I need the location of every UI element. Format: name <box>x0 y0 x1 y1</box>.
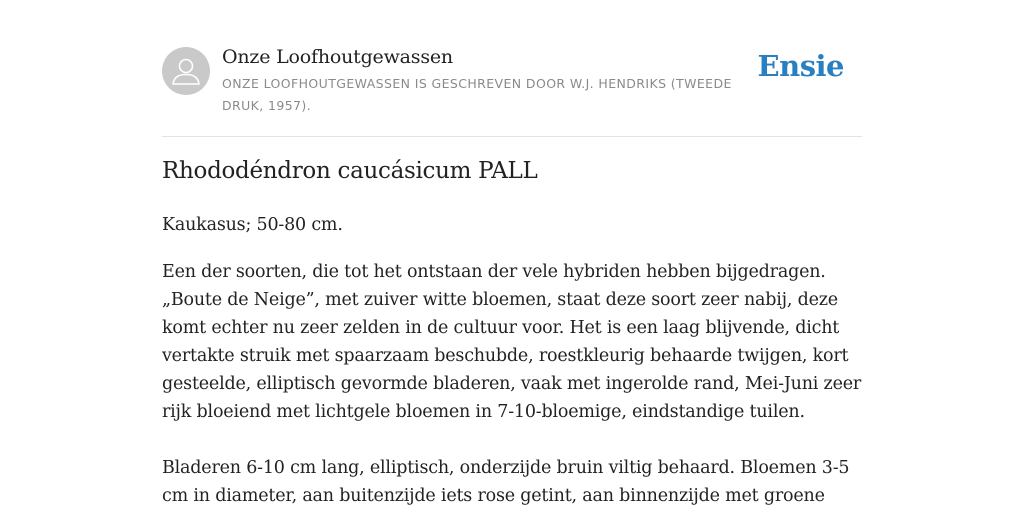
avatar[interactable] <box>162 47 210 95</box>
entry-title: Rhododéndron caucásicum PALL <box>162 158 538 184</box>
entry-paragraph: Bladeren 6-10 cm lang, elliptisch, onderzijde bruin viltig behaard. Bloemen 3-5 cm in diameter, aan buitenzijde iets rose getint, aan binnenzijde met groene <box>162 458 850 506</box>
book-title[interactable]: Onze Loofhoutgewassen <box>222 46 453 68</box>
ensie-logo[interactable]: Ensie <box>757 49 844 83</box>
book-description: ONZE LOOFHOUTGEWASSEN IS GESCHREVEN DOOR W.J. HENDRIKS (TWEEDE DRUK, 1957). <box>222 76 732 113</box>
entry-paragraph: Een der soorten, die tot het ontstaan der vele hybriden hebben bijgedragen. „Boute de Neige”, met zuiver witte bloemen, staat deze soort zeer nabij, deze komt echter nu zeer zelden in de cultuur voor. Het is een laag blijvende, dicht vertakte struik met spaarzaam beschubde, roestkleurig behaarde twijgen, kort gesteelde, elliptisch gevormde bladeren, vaak met ingerolde rand, Mei-Juni zeer rijk bloeiend met lichtgele bloemen in 7-10-bloemige, eindstandige tuilen. <box>162 262 862 422</box>
entry-content <box>162 211 862 510</box>
user-silhouette-icon <box>162 47 210 95</box>
entry-paragraph: Kaukasus; 50-80 cm. <box>162 215 343 235</box>
source-header <box>162 44 862 137</box>
